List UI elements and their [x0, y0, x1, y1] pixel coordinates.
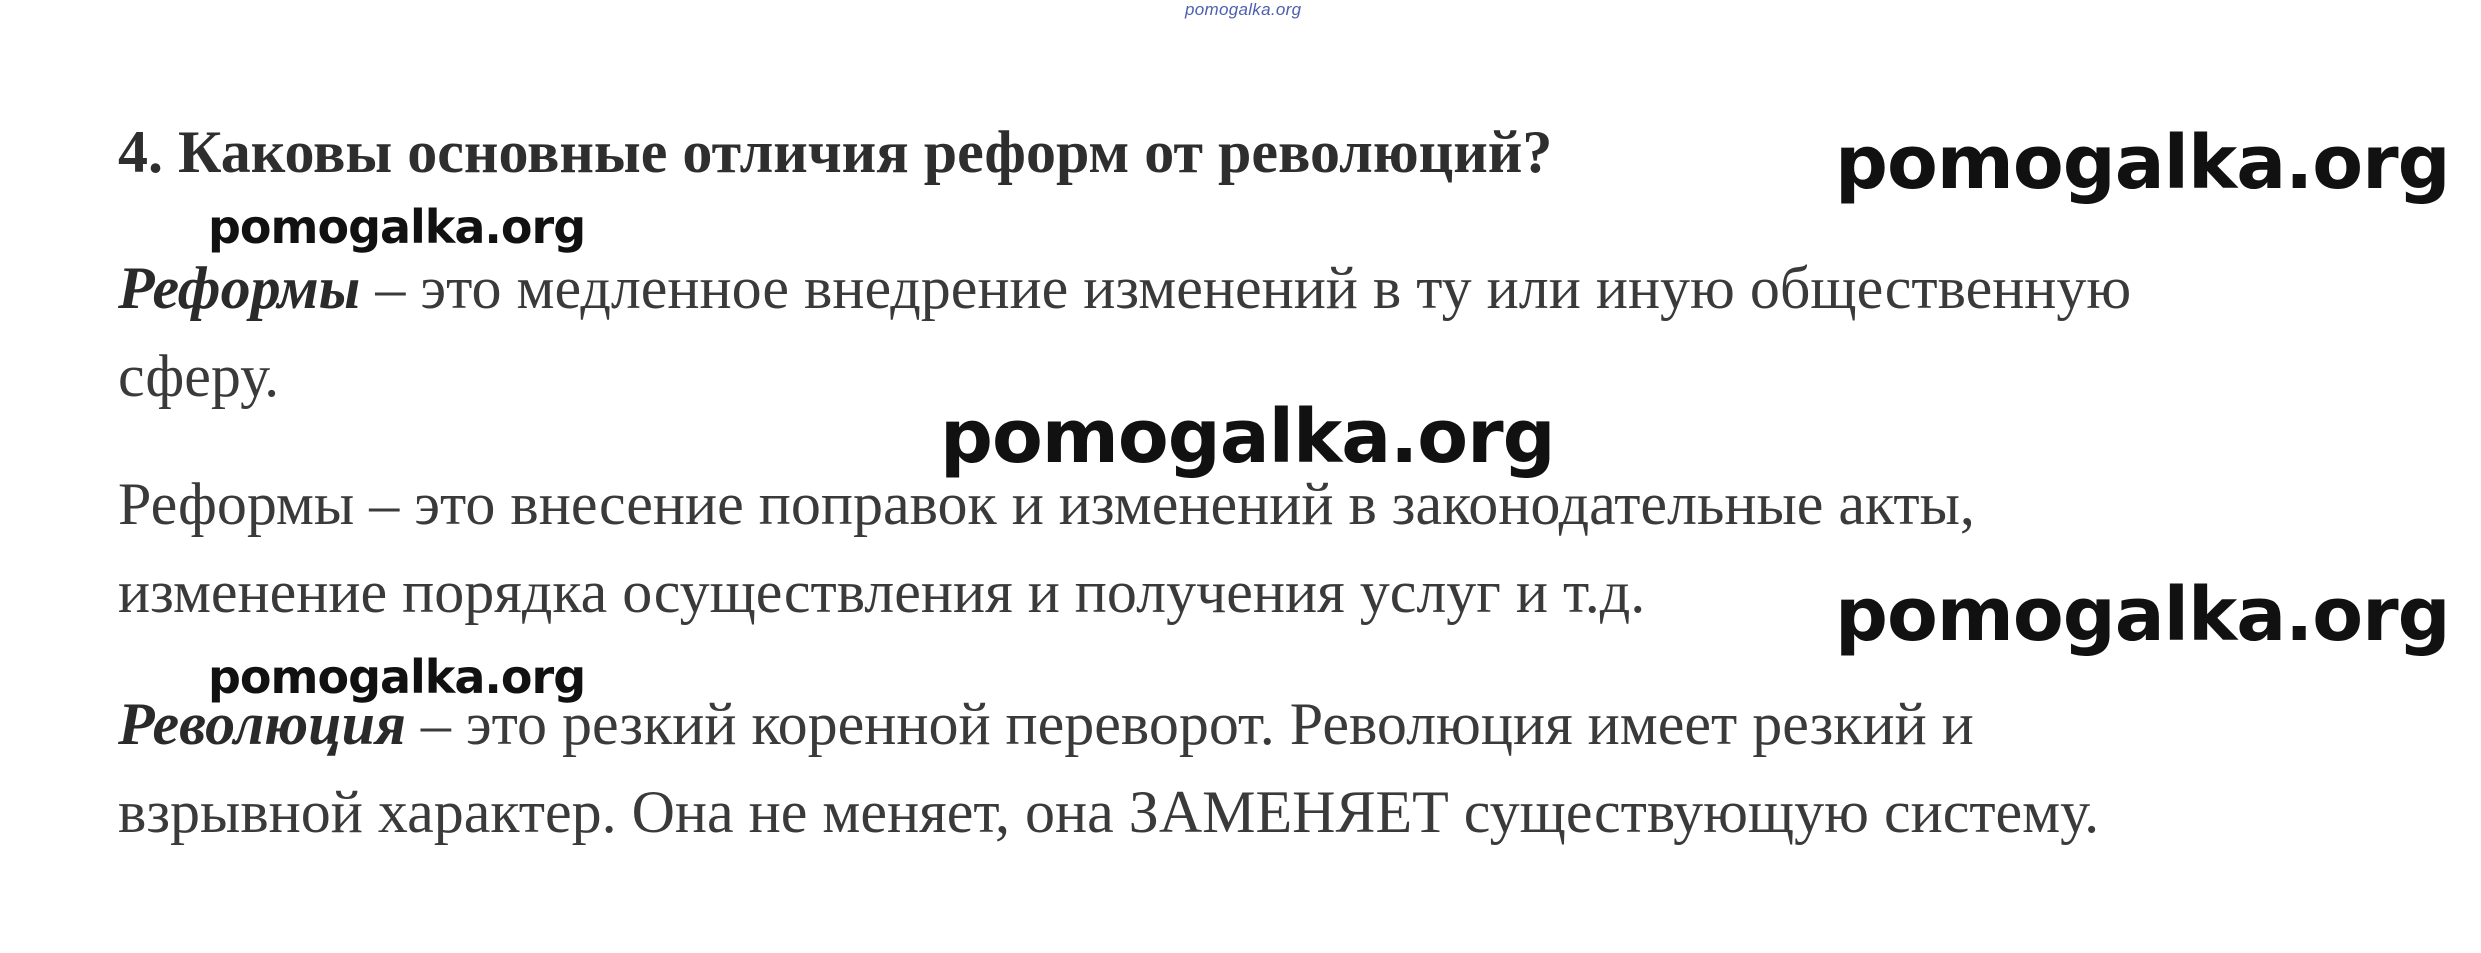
paragraph-line: Реформы – это внесение поправок и изменений в законодательные акты, — [118, 471, 1975, 537]
watermark: pomogalka.org — [1835, 572, 2450, 658]
paragraph-line: изменение порядка осуществления и получения услуг и т.д. — [118, 559, 1646, 625]
paragraph-reforms-amendments — [118, 460, 1975, 636]
paragraph-text: – это резкий коренной переворот. Революция имеет резкий и — [405, 691, 1974, 757]
watermark: pomogalka.org — [208, 200, 586, 254]
question-heading: 4. Каковы основные отличия реформ от революций? — [118, 119, 1553, 185]
watermark: pomogalka.org — [208, 650, 586, 704]
site-link[interactable]: pomogalka.org — [1185, 0, 1302, 19]
paragraph-line — [118, 244, 2131, 332]
watermark: pomogalka.org — [940, 394, 1555, 480]
paragraph-text: – это медленное внедрение изменений в ту или иную общественную — [360, 255, 2132, 321]
term-revolution: Революция — [118, 691, 406, 757]
term-reforms: Реформы — [118, 255, 361, 321]
paragraph-line: взрывной характер. Она не меняет, она ЗАМЕНЯЕТ существующую систему. — [118, 779, 2100, 845]
watermark: pomogalka.org — [1835, 120, 2450, 206]
paragraph-line: сферу. — [118, 343, 280, 409]
paragraph-revolution-definition — [118, 680, 2099, 856]
